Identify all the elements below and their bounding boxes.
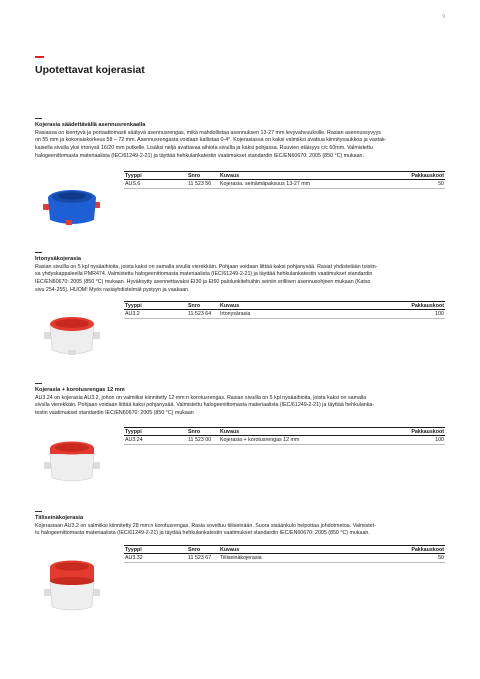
title-accent-bar — [35, 56, 44, 58]
section-accent — [35, 511, 42, 512]
table-row — [124, 436, 445, 445]
header-type: Tyyppi — [125, 302, 142, 309]
white-conduit-box-image — [40, 312, 104, 358]
desc-line: kaisella sivulla yksi irtonysä 16/20 mm putkelle. Lisäksi neljä avattavaa aihiota sivuilla ja kaksi pohjassa. Ruuvien etäisyys c/c 60mm. Valmistettu — [35, 145, 373, 152]
page-number: 9 — [442, 14, 445, 20]
cell-sno: 11 523 56 — [188, 181, 212, 187]
header-sno: Snro — [188, 172, 201, 179]
section-description — [35, 130, 445, 162]
product-table — [124, 545, 445, 563]
section-accent — [35, 118, 42, 119]
product-table — [124, 301, 445, 319]
header-package: Pakkauskoot — [411, 546, 444, 553]
cell-sno: 11 523 64 — [188, 311, 212, 317]
table-header — [124, 171, 445, 180]
product-table — [124, 427, 445, 445]
desc-line: Rasian sivuilla on 5 kpl nysäaihioita, joista kaksi on samalla sivulla vierekkäin. Pohjaan voidaan liittää kaksi pohjanysää. Rasiat yhdistetään toisiin- — [35, 263, 378, 270]
desc-line: sivulla vierekkäin. Pohjaan voidaan liittää kaksi pohjanysää. Valmistettu halogeenittomasta materiaalista (IEC/61249-2-21) ja täyttää hehkulanka- — [35, 402, 375, 409]
header-sno: Snro — [188, 546, 201, 553]
table-header — [124, 545, 445, 554]
cell-sno: 11 523 67 — [188, 555, 212, 561]
table-row — [124, 554, 445, 563]
header-type: Tyyppi — [125, 428, 142, 435]
cell-type: AUS.6 — [125, 181, 141, 187]
cell-package: 100 — [435, 437, 444, 443]
header-type: Tyyppi — [125, 546, 142, 553]
header-description: Kuvaus — [220, 302, 240, 309]
cell-description: Tiiliseinäkojerasia — [220, 555, 262, 561]
section-brick-wall-box — [35, 511, 445, 538]
section-title: Kojerasia + korotusrengas 12 mm — [35, 387, 125, 393]
desc-line: halogeenittomasta materiaalista (IEC/61249-2-21) ja täyttää hehkulankatestin vaatimukset standardin IEC/EN60670: 2005 (850 °C) mukaan. — [35, 153, 364, 160]
desc-line: Kojerasiaan AU3.2 on valmiiksi kiinnitetty 28 mm:n korotusrengas. Rasia soveltuu tiiliseinään. Suora sisäänkulo helpottaa johdotmetoa. Valmistet- — [35, 522, 376, 529]
desc-line: tu halogeenittomasta materiaalista (IEC/61249-2-21) ja täyttää hehkulankatestin vaatimukset standardin IEC/EN60670: 2005 (850 °C) mukaan. — [35, 530, 370, 537]
cell-package: 100 — [435, 311, 444, 317]
header-package: Pakkauskoot — [411, 302, 444, 309]
header-description: Kuvaus — [220, 428, 240, 435]
raised-ring-box-image — [40, 438, 104, 484]
section-conduit-box — [35, 252, 445, 295]
desc-line: testin vaatimukset standardin IEC/EN60670: 2005 (850 °C) mukaan — [35, 410, 194, 417]
section-title: Kojerasia säädettävällä asennusrenkaalla — [35, 122, 146, 128]
header-package: Pakkauskoot — [411, 172, 444, 179]
product-table — [124, 171, 445, 189]
section-title: Tiiliseinäkojerasia — [35, 515, 84, 521]
desc-line: sivu 254-255). HUOM! Myös rasiayhdistelmät pystyyn ja vaakaan. — [35, 287, 190, 294]
cell-type: AU3.24 — [125, 437, 143, 443]
cell-description: Irtonysärasia — [220, 311, 251, 317]
section-adjustable-box — [35, 118, 445, 161]
desc-line: IEC/EN60670: 2005 (850 °C) mukaan. Hyväksytty asennettavaksi EI30 ja EI60 paloluokiteltuihin seiniin erillisen asennusohjeen mukaan (Katso — [35, 279, 371, 286]
section-title: Irtonysäkojerasia — [35, 256, 82, 262]
brick-wall-box-image — [40, 557, 104, 613]
section-description — [35, 395, 445, 419]
cell-sno: 11 523 00 — [188, 437, 212, 443]
cell-type: AU3.2 — [125, 311, 140, 317]
cell-package: 50 — [438, 555, 444, 561]
header-sno: Snro — [188, 428, 201, 435]
page-title: Upotettavat kojerasiat — [35, 64, 145, 76]
table-row — [124, 180, 445, 189]
header-description: Kuvaus — [220, 546, 240, 553]
desc-line: AU3.24 on kojerasia AU3.2, johon on valmiiksi kiinnitetty 12 mm:n korotusrengas. Rasian sivuilla on 5 kpl nysäaihioita, joista kaksi on samalla — [35, 394, 367, 401]
header-type: Tyyppi — [125, 172, 142, 179]
section-accent — [35, 252, 42, 253]
table-header — [124, 301, 445, 310]
header-sno: Snro — [188, 302, 201, 309]
table-row — [124, 310, 445, 319]
section-accent — [35, 383, 42, 384]
header-package: Pakkauskoot — [411, 428, 444, 435]
desc-line: on 55 mm ja kokonaiskorkeus 58 – 72 mm. Asennusrengasta voidaan kallistaa 0-4°. Kojerasiassa on kaksi valmiiksi avattua kiinnitysaukkoa ja vastak- — [35, 137, 387, 144]
desc-line: Rasiassa on kierrtyvä ja portaattomasti säätyvä asennusrengas, mikä mahdollistaa asennuksen 13-27 mm levyvahvuuksille. Rasian asennussyvyys — [35, 129, 381, 136]
table-header — [124, 427, 445, 436]
cell-description: Kojerasia, seinämäpaksuus 13-27 mm — [220, 181, 311, 187]
section-raised-ring-box — [35, 383, 445, 418]
header-description: Kuvaus — [220, 172, 240, 179]
section-description — [35, 523, 445, 539]
cell-package: 50 — [438, 181, 444, 187]
cell-description: Kojerasia + korotusrengas 12 mm — [220, 437, 300, 443]
desc-line: sa yhdyskappaleella PMR474. Valmistettu halogeenittomasta materiaalista (IEC/61249-2-21) ja täyttää hehkulankatestin vaatimukset standardin — [35, 271, 373, 278]
section-description — [35, 264, 445, 296]
cell-type: AU3.32 — [125, 555, 143, 561]
blue-junction-box-image — [40, 184, 104, 228]
